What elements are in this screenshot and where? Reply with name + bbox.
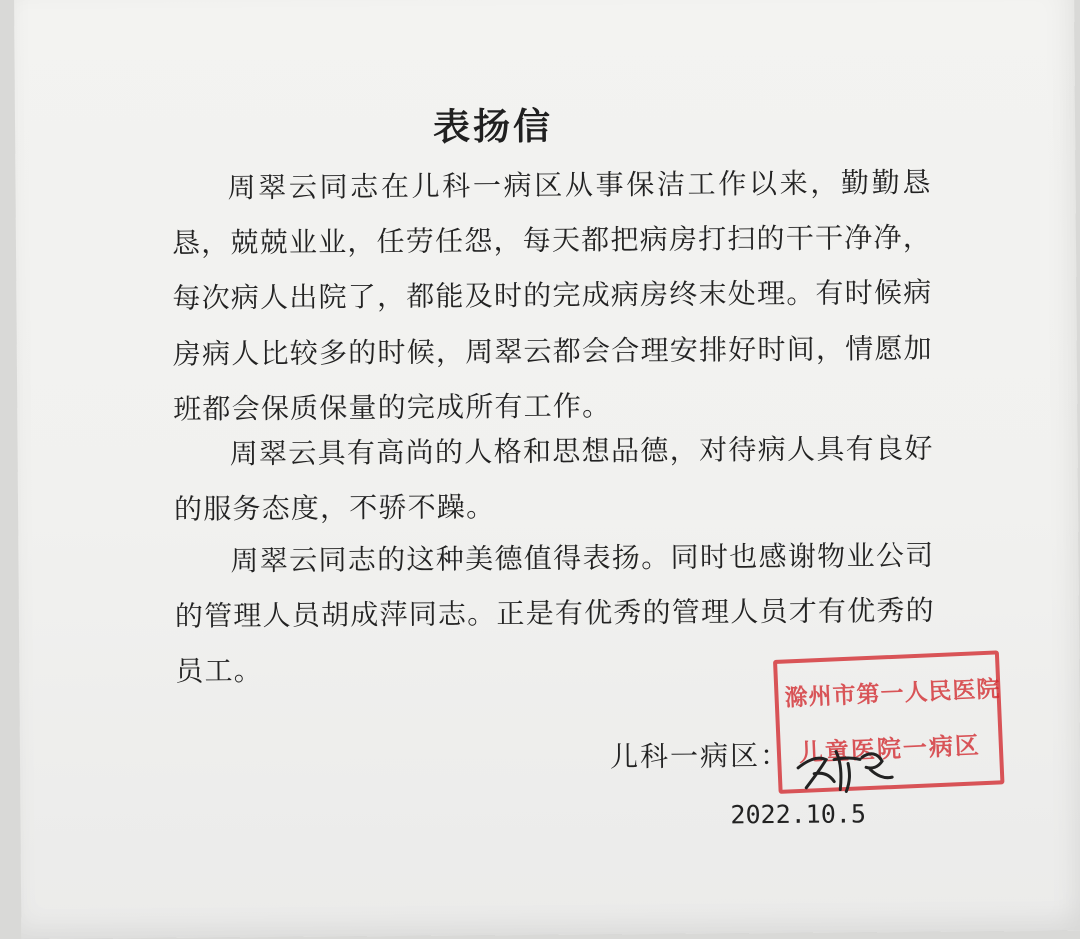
letter-paper bbox=[14, 0, 1080, 939]
department-signoff: 儿科一病区： bbox=[609, 738, 791, 774]
handwritten-signature bbox=[790, 729, 901, 800]
letter-title: 表扬信 bbox=[432, 103, 554, 149]
stamp-line-2: 儿童医院一病区 bbox=[798, 731, 982, 768]
letter-date: 2022.10.5 bbox=[730, 799, 867, 830]
paragraph-1: 周翠云同志在儿科一病区从事保洁工作以来，勤勤恳恳，兢兢业业，任劳任怨，每天都把病房打扫的干干净净，每次病人出院了，都能及时的完成病房终末处理。有时候病房病人比较多的时候，周翠云都会合理安排好时间，情愿加班都会保质保量的完成所有工作。 bbox=[171, 165, 933, 426]
paragraph-2: 周翠云具有高尚的人格和思想品德，对待病人具有良好的服务态度，不骄不躁。 bbox=[173, 431, 934, 526]
paragraph-3: 周翠云同志的这种美德值得表扬。同时也感谢物业公司的管理人员胡成萍同志。正是有优秀的管理人员才有优秀的员工。 bbox=[174, 538, 935, 689]
stamp-line-1: 滁州市第一人民医院 bbox=[784, 676, 1002, 712]
